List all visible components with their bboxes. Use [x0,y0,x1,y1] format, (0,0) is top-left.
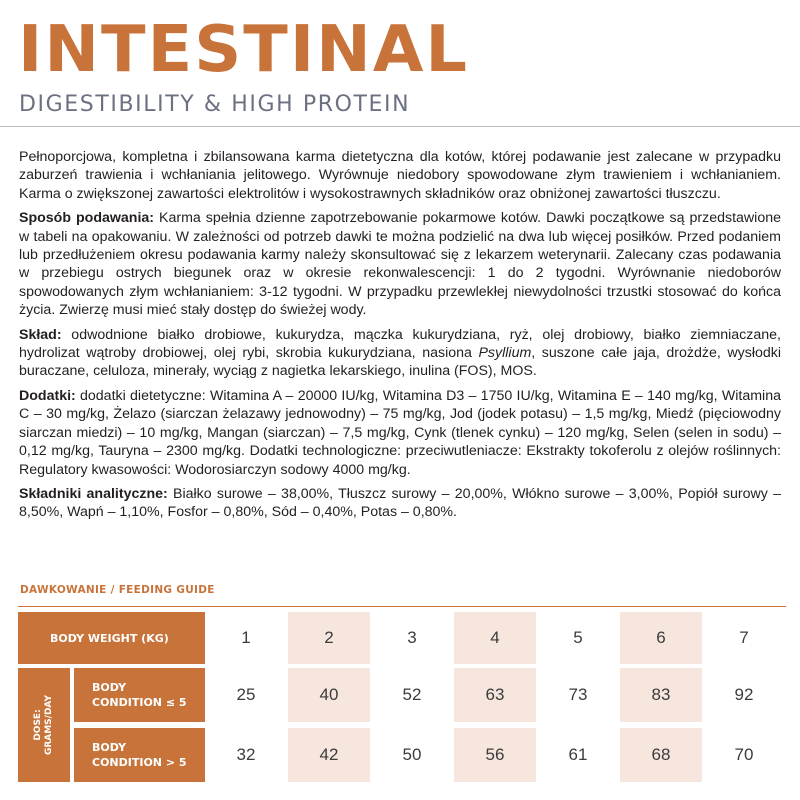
product-title: INTESTINAL [18,13,470,87]
header-divider [0,126,800,127]
condition-gt-5-cell: 61 [568,745,588,764]
weight-cell: 1 [241,628,251,647]
analytical-label: Składniki analityczne: [19,485,168,502]
condition-gt-5-cell: 68 [620,728,702,782]
usage-label: Sposób podawania: [19,210,155,227]
composition-italic: Psyllium [478,345,532,362]
feeding-guide-table [18,612,786,782]
condition-le-5-cell: 92 [734,685,754,704]
condition-gt-5-line-2: CONDITION > 5 [92,756,187,769]
weight-cell: 2 [288,612,370,664]
dose-label-line-2: GRAMS/DAY [44,694,54,756]
condition-gt-5-cell: 42 [288,728,370,782]
intro-paragraph: Pełnoporcjowa, kompletna i zbilansowana karma dietetyczna dla kotów, której podawanie jest zalecane w przypadku zaburzeń trawienia i wchłaniania jelitowego. Wyrównuje niedobory spowodowane złym trawieniem i wchłanianiem. Karma o zwiększonej zawartości elektrolitów i wysokostrawnych składników oraz obniżonej zawartości tłuszczu. [19,149,781,202]
product-subtitle: DIGESTIBILITY & HIGH PROTEIN [19,92,411,117]
feeding-guide-title: DAWKOWANIE / FEEDING GUIDE [20,584,215,596]
weight-cell: 4 [454,612,536,664]
condition-le-5-cell: 25 [236,685,256,704]
body-weight-header: BODY WEIGHT (KG) [18,612,205,664]
additives-paragraph [19,387,781,479]
weight-cell: 7 [739,628,749,647]
condition-gt-5-line-1: BODY [92,741,127,754]
condition-le-5-cell: 73 [568,685,588,704]
composition-text-a: odwodnione białko drobiowe, kukurydza, mączka kukurydziana, ryż, olej drobiowy, białko ziemniaczane, hydrolizat wątroby drobiowej, olej rybi, skrobia kukurydziana, nasiona [19,326,781,362]
dose-label-text [33,695,55,755]
condition-gt-5-cell: 32 [236,745,256,764]
condition-le-5-header [74,668,205,722]
condition-gt-5-cell: 56 [454,728,536,782]
condition-le-5-line-2: CONDITION ≤ 5 [92,696,187,709]
additives-label: Dodatki: [19,387,76,404]
weight-cell: 3 [407,628,417,647]
additives-text: dodatki dietetyczne: Witamina A – 20000 IU/kg, Witamina D3 – 1750 IU/kg, Witamina E – 140 mg/kg, Witamina C – 30 mg/kg, Żelazo (siarczan żelazawy jednowodny) – 75 mg/kg, Jod (jodek potasu) – 1,5 mg/kg, Miedź (pięciowodny siarczan miedzi) – 10 mg/kg, Mangan (siarczan) – 7,5 mg/kg, Cynk (tlenek cynku) – 120 mg/kg, Selen (selen in sodu) – 0,12 mg/kg, Tauryna – 2300 mg/kg. Dodatki technologiczne: przeciwutleniacze: Ekstrakty tokoferolu z olejów roślinnych: Regulatory kwasowości: Wodorosiarczyn sodowy 4000 mg/kg. [19,387,781,478]
condition-gt-5-cell: 70 [734,745,754,764]
usage-text: Karma spełnia dzienne zapotrzebowanie pokarmowe kotów. Dawki początkowe są przedstawione w tabeli na opakowaniu. W zależności od potrzeb dawki te można podzielić na dwa lub więcej posiłków. Przed podaniem lub przedłużeniem okresu podawania karmy należy skonsultować się z lekarzem weterynarii. Zalecany czas podawania w przebiegu ostrych biegunek oraz w okresie rekonwalescencji: 1 do 2 tygodni. Wyrównanie niedoborów spowodowanych złym wchłanianiem: 3-12 tygodni. W przypadku przewlekłej niewydolności trzustki stosować do końca życia. Zwierzę musi mieć stały dostęp do świeżej wody. [19,210,781,319]
analytical-text: Białko surowe – 38,00%, Tłuszcz surowy – 20,00%, Włókno surowe – 3,00%, Popiół surowy – 8,50%, Wapń – 1,10%, Fosfor – 0,80%, Sód – 0,40%, Potas – 0,80%. [19,485,781,521]
dose-label [18,668,70,782]
condition-le-5-cell: 40 [288,668,370,722]
feeding-guide-divider [18,606,786,607]
condition-le-5-line-1: BODY [92,681,127,694]
weight-cell: 6 [620,612,702,664]
condition-gt-5-cell: 50 [402,745,422,764]
composition-label: Skład: [19,326,62,343]
composition-paragraph [19,326,781,381]
usage-paragraph [19,209,781,319]
condition-gt-5-header [74,728,205,782]
description-block [19,148,781,528]
analytical-paragraph [19,485,781,522]
condition-le-5-cell: 63 [454,668,536,722]
dose-label-line-1: DOSE: [33,709,43,741]
condition-le-5-cell: 83 [620,668,702,722]
composition-text-b: , suszone całe jaja, drożdże, wysłodki buraczane, celuloza, minerały, wyciąg z nagietka lekarskiego, inulina (FOS), MOS. [19,345,781,380]
condition-le-5-cell: 52 [402,685,422,704]
weight-cell: 5 [573,628,583,647]
